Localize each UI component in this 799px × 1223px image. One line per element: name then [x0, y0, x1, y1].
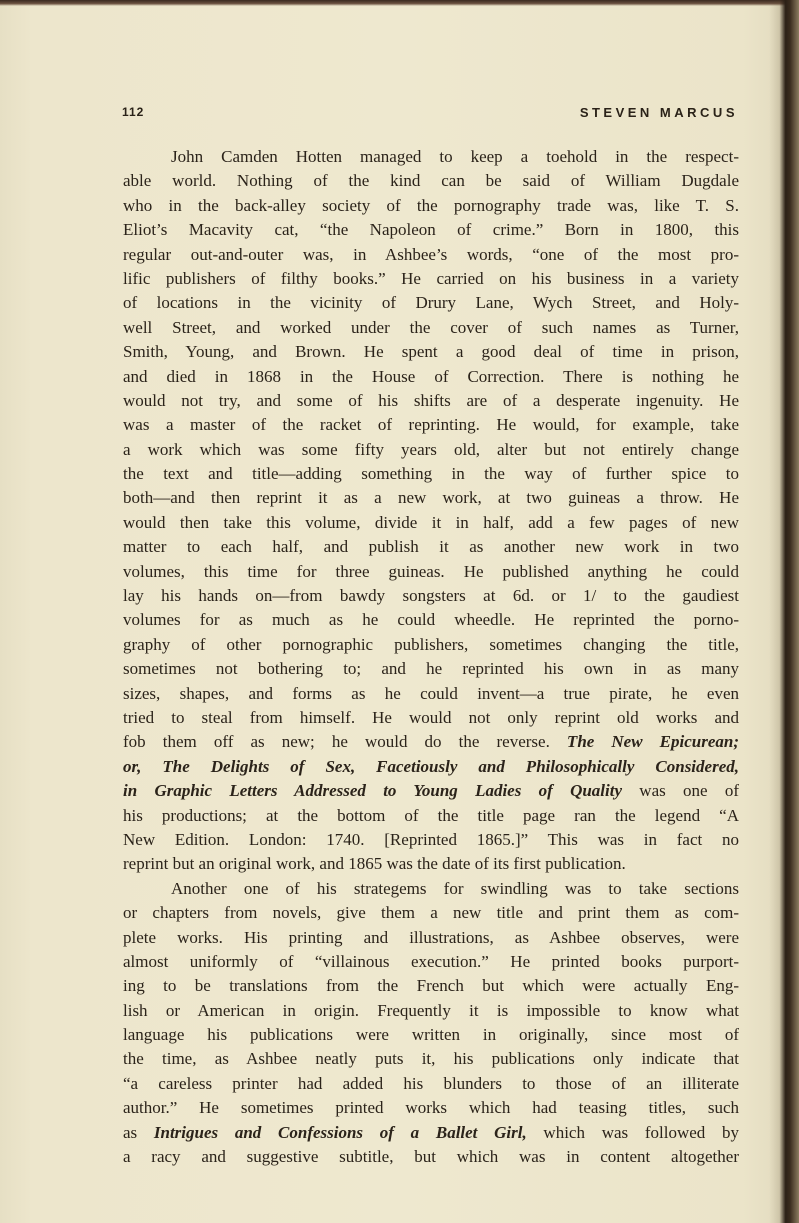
text-line: [123, 779, 739, 803]
line-text: ing to be translations from the French but which were actually Eng-: [123, 976, 739, 996]
line-text: matter to each half, and publish it as another new work in two: [123, 537, 739, 557]
text-line: [123, 291, 739, 315]
line-text: and died in 1868 in the House of Correction. There is nothing he: [123, 366, 739, 386]
text-line: [123, 950, 739, 974]
text-line: [123, 852, 739, 876]
line-text: his productions; at the bottom of the title page ran the legend “A: [123, 805, 739, 825]
text-line: [123, 462, 739, 486]
text-line: [123, 560, 739, 584]
text-line: [123, 1121, 739, 1145]
italic-title-text: Intrigues and Confessions of a Ballet Girl,: [137, 1122, 527, 1142]
line-text: who in the back-alley society of the pornography trade was, like T. S.: [123, 195, 739, 215]
italic-title-text: in Graphic Letters Addressed to Young Ladies of Quality: [123, 781, 623, 801]
line-text: the time, as Ashbee neatly puts it, his publications only indicate that: [123, 1049, 739, 1069]
text-line: [123, 1072, 739, 1096]
text-line: [123, 316, 739, 340]
line-text: tried to steal from himself. He would not only reprint old works and: [123, 707, 739, 727]
line-text: both—and then reprint it as a new work, at two guineas a throw. He: [123, 488, 739, 508]
text-line: [123, 340, 739, 364]
text-line: [123, 1023, 739, 1047]
italic-title-text: or, The Delights of Sex, Facetiously and Philosophically Considered,: [123, 756, 739, 776]
line-text: regular out-and-outer was, in Ashbee’s words, “one of the most pro-: [123, 244, 739, 264]
text-line: [123, 1096, 739, 1120]
text-line: [123, 389, 739, 413]
line-text: lish or American in origin. Frequently it is impossible to know what: [123, 1000, 739, 1020]
text-line: [123, 365, 739, 389]
text-line: [123, 877, 739, 901]
line-text: sometimes not bothering to; and he reprinted his own in as many: [123, 659, 739, 679]
line-text: a racy and suggestive subtitle, but which was in content altogether: [123, 1147, 739, 1167]
text-line: [123, 804, 739, 828]
text-line: [123, 1047, 739, 1071]
text-line: [123, 438, 739, 462]
line-text: Eliot’s Macavity cat, “the Napoleon of crime.” Born in 1800, this: [123, 220, 739, 240]
text-line: [123, 657, 739, 681]
book-spine-shadow: [769, 0, 799, 1223]
text-line: [123, 218, 739, 242]
text-line: [123, 974, 739, 998]
running-head-title: STEVEN MARCUS: [579, 105, 738, 120]
line-text: as: [123, 1122, 138, 1142]
line-text: would then take this volume, divide it in half, add a few pages of new: [123, 512, 739, 532]
text-line: [123, 243, 739, 267]
body-text: [123, 145, 739, 1169]
line-text: New Edition. London: 1740. [Reprinted 1865.]” This was in fact no: [123, 829, 739, 849]
line-text: a work which was some fifty years old, alter but not entirely change: [123, 439, 739, 459]
text-line: [123, 682, 739, 706]
line-text: reprint but an original work, and 1865 was the date of its first publication.: [123, 854, 626, 874]
line-text: able world. Nothing of the kind can be said of William Dugdale: [123, 171, 739, 191]
text-line: [123, 730, 739, 754]
text-line: [123, 584, 739, 608]
line-text: lific publishers of filthy books.” He carried on his business in a variety: [123, 268, 739, 288]
line-text: would not try, and some of his shifts are of a desperate ingenuity. He: [123, 390, 739, 410]
text-line: [123, 608, 739, 632]
line-text: author.” He sometimes printed works which had teasing titles, such: [123, 1098, 739, 1118]
text-line: [123, 926, 739, 950]
text-line: [123, 706, 739, 730]
line-text: John Camden Hotten managed to keep a toehold in the respect-: [171, 147, 739, 166]
line-text: which was followed by: [526, 1122, 739, 1142]
line-text: sizes, shapes, and forms as he could invent—a true pirate, he even: [123, 683, 739, 703]
line-text: fob them off as new; he would do the reverse.: [123, 732, 550, 752]
text-line: [123, 755, 739, 779]
line-text: lay his hands on—from bawdy songsters at 6d. or 1/ to the gaudiest: [123, 586, 739, 606]
text-line: [123, 901, 739, 925]
line-text: of locations in the vicinity of Drury Lane, Wych Street, and Holy-: [123, 293, 739, 313]
text-line: [123, 999, 739, 1023]
line-text: volumes, this time for three guineas. He published anything he could: [123, 561, 739, 581]
line-text: almost uniformly of “villainous execution.” He printed books purport-: [123, 951, 739, 971]
line-text: plete works. His printing and illustrations, as Ashbee observes, were: [123, 927, 739, 947]
line-text: was a master of the racket of reprinting. He would, for example, take: [123, 415, 739, 435]
line-text: was one of: [622, 781, 739, 801]
text-line: [123, 511, 739, 535]
line-text: “a careless printer had added his blunders to those of an illiterate: [123, 1073, 739, 1093]
line-text: volumes for as much as he could wheedle. He reprinted the porno-: [123, 610, 739, 630]
text-line: [123, 413, 739, 437]
text-line: [123, 633, 739, 657]
text-line: [123, 267, 739, 291]
text-line: [123, 194, 739, 218]
page-number: 112: [122, 105, 145, 119]
text-line: [123, 1145, 739, 1169]
line-text: well Street, and worked under the cover of such names as Turner,: [123, 317, 739, 337]
top-edge: [0, 0, 799, 6]
text-line: [123, 169, 739, 193]
line-text: language his publications were written in originally, since most of: [123, 1025, 739, 1045]
text-line: [123, 145, 739, 169]
italic-title-text: The New Epicurean;: [549, 732, 739, 752]
line-text: or chapters from novels, give them a new title and print them as com-: [123, 903, 739, 923]
running-head: [122, 105, 738, 125]
text-line: [123, 535, 739, 559]
text-line: [123, 828, 739, 852]
line-text: the text and title—adding something in the way of further spice to: [123, 464, 739, 484]
line-text: Smith, Young, and Brown. He spent a good deal of time in prison,: [123, 342, 739, 362]
text-line: [123, 486, 739, 510]
line-text: Another one of his strategems for swindling was to take sections: [171, 878, 739, 898]
line-text: graphy of other pornographic publishers, sometimes changing the title,: [123, 634, 739, 654]
